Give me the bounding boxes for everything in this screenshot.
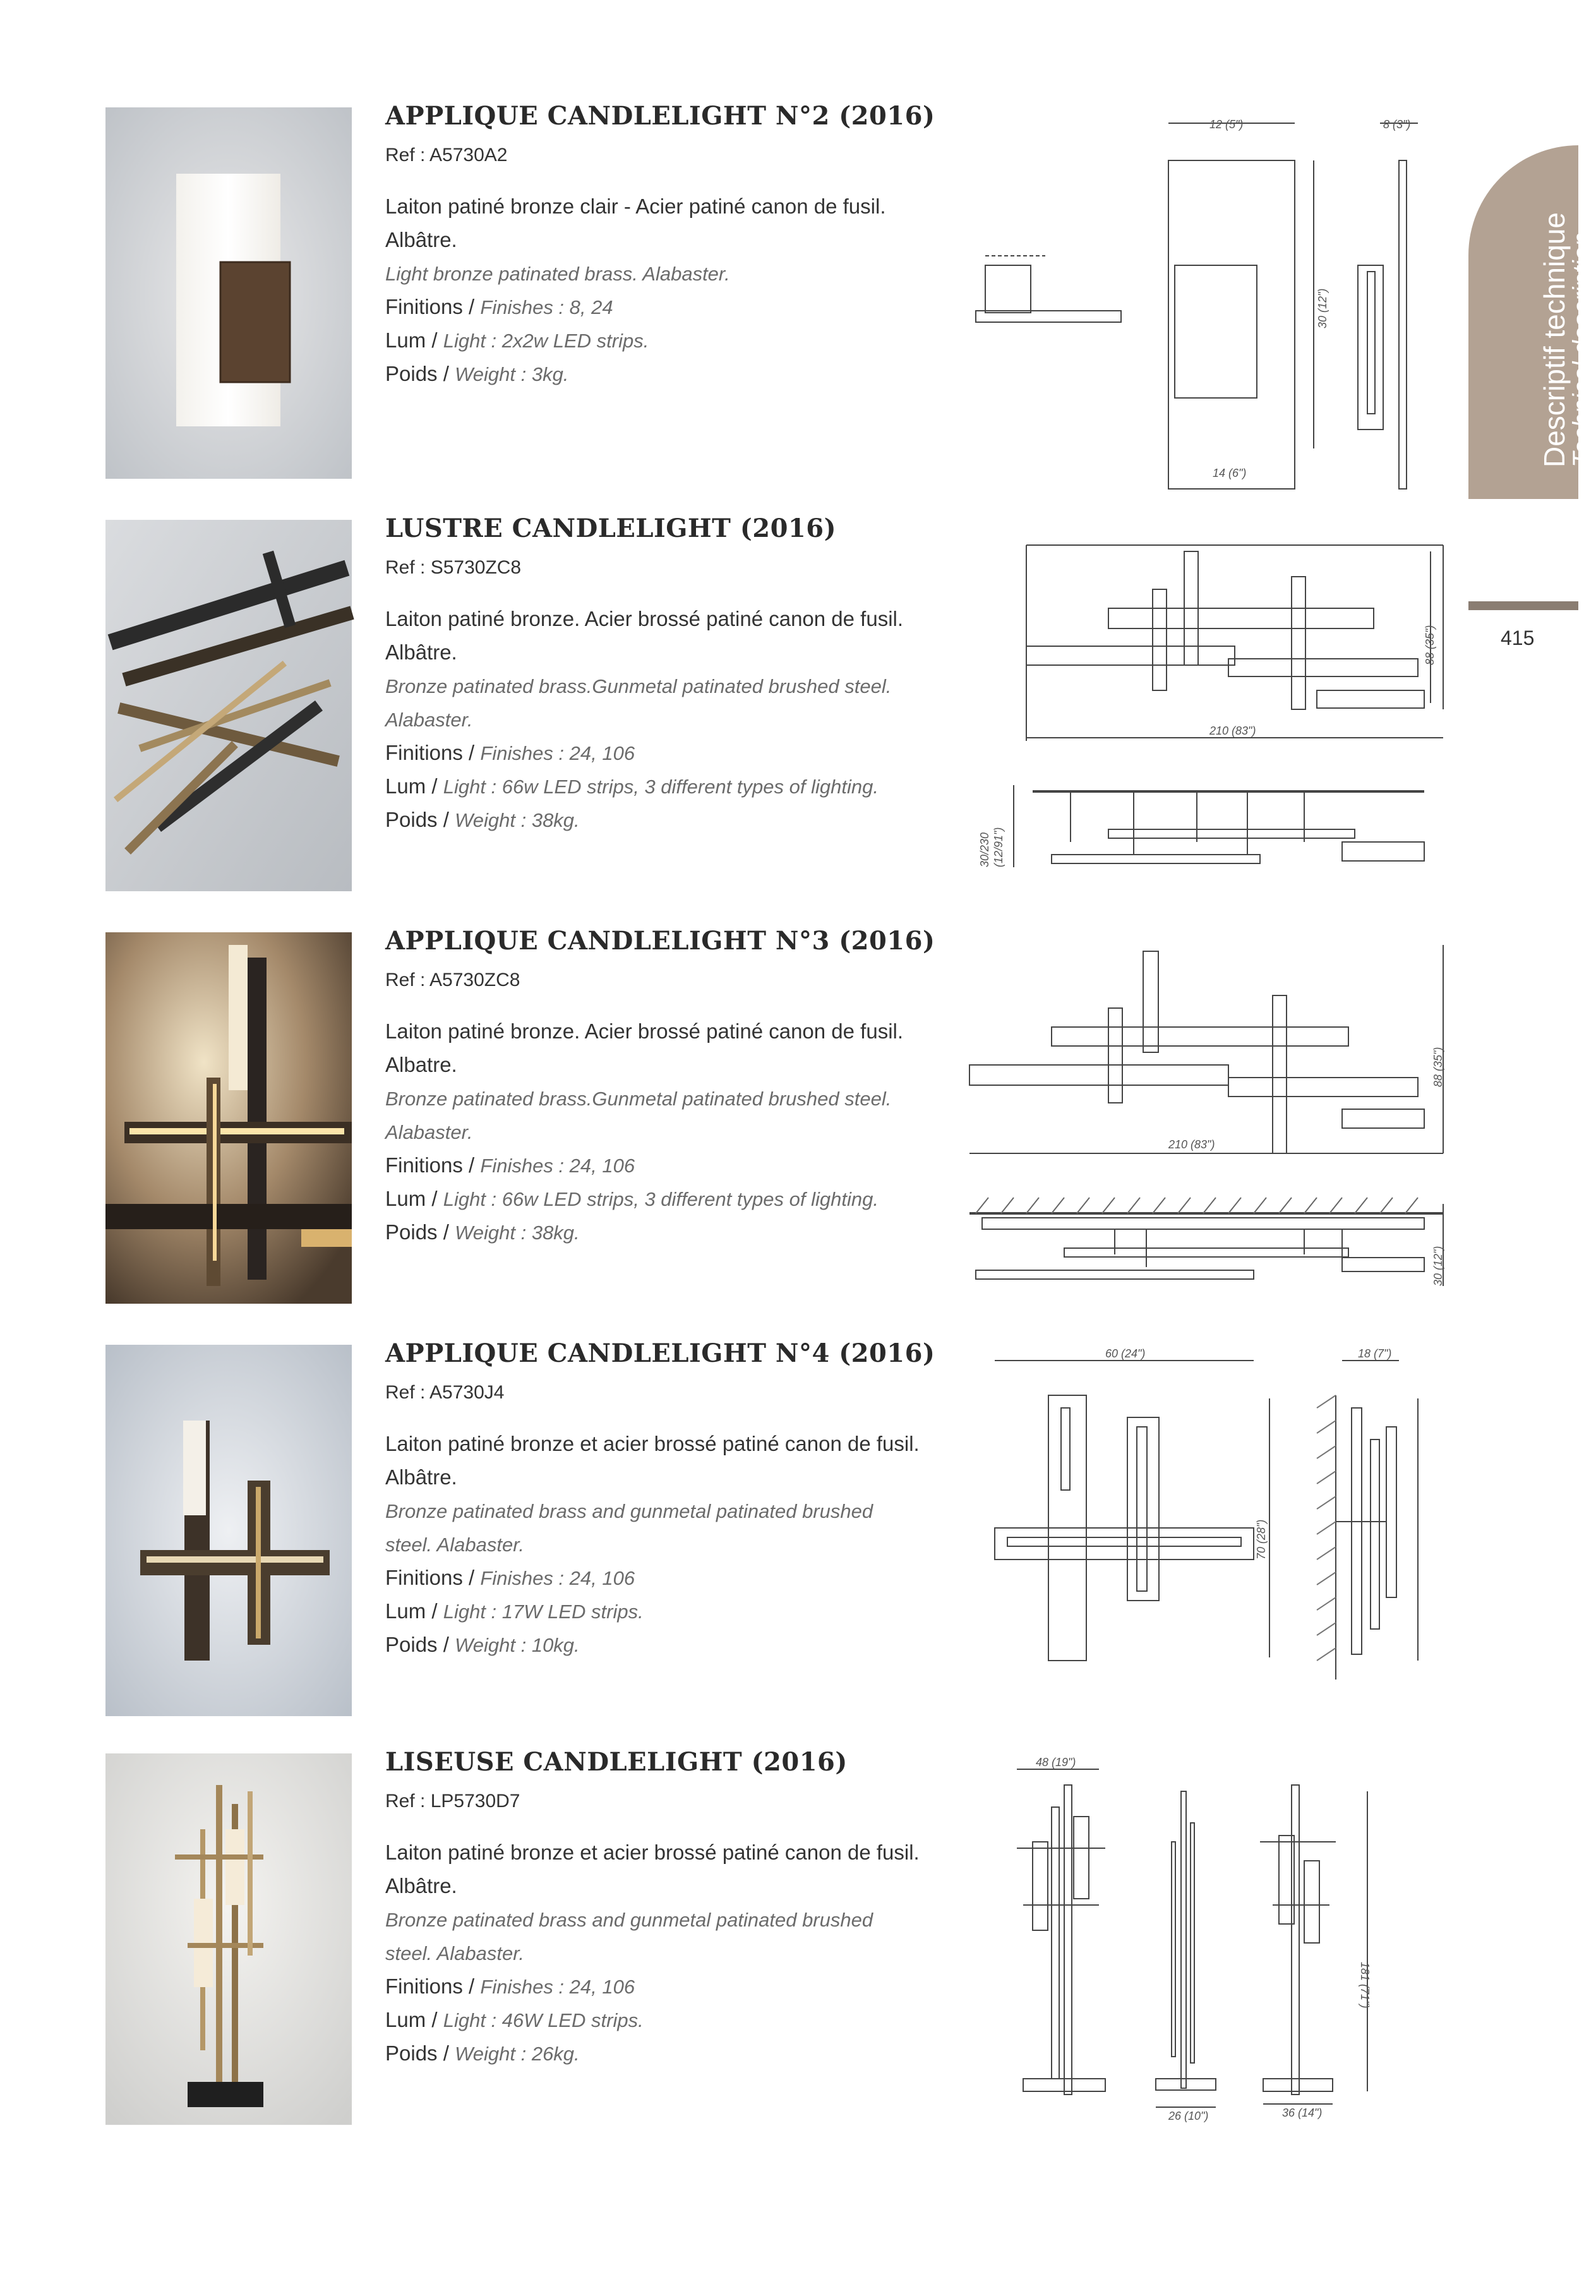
- svg-text:181 (71"): 181 (71"): [1359, 1962, 1371, 2009]
- spec-line: Poids / Weight : 26kg.: [385, 2041, 580, 2065]
- spec-line: steel. Alabaster.: [385, 1942, 524, 1964]
- spec-line: Bronze patinated brass and gunmetal patinated brushed: [385, 1909, 873, 1931]
- spec-line: Poids / Weight : 38kg.: [385, 808, 580, 831]
- svg-text:48 (19"): 48 (19"): [1036, 1756, 1076, 1769]
- section-title-en: Technical description: [1568, 232, 1596, 467]
- product-ref: Ref : LP5730D7: [385, 1791, 520, 1812]
- spec-line: Albâtre.: [385, 1874, 457, 1897]
- spec-line: Laiton patiné bronze. Acier brossé patiné canon de fusil.: [385, 1019, 904, 1043]
- product-ref: Ref : A5730J4: [385, 1382, 505, 1403]
- svg-text:30 (12"): 30 (12"): [1432, 1246, 1444, 1286]
- product-ref: Ref : A5730ZC8: [385, 970, 520, 990]
- product-title: LUSTRE CANDLELIGHT (2016): [385, 514, 837, 543]
- spec-line: Laiton patiné bronze. Acier brossé patiné canon de fusil.: [385, 607, 904, 630]
- product-photo: [105, 1753, 352, 2125]
- page-marker-bar: [1468, 601, 1578, 610]
- svg-text:14 (6"): 14 (6"): [1213, 467, 1247, 479]
- product-photo: [105, 520, 352, 891]
- spec-line: steel. Alabaster.: [385, 1534, 524, 1556]
- spec-line: Laiton patiné bronze clair - Acier patiné canon de fusil.: [385, 195, 886, 218]
- product-title: LISEUSE CANDLELIGHT (2016): [385, 1747, 848, 1777]
- spec-line: Finitions / Finishes : 24, 106: [385, 741, 635, 764]
- product-ref: Ref : A5730A2: [385, 145, 508, 165]
- section-tab-label: [1540, 189, 1595, 467]
- svg-text:8 (3"): 8 (3"): [1383, 118, 1411, 131]
- svg-text:36 (14"): 36 (14"): [1282, 2107, 1323, 2119]
- spec-line: Lum / Light : 66w LED strips, 3 different types of lighting.: [385, 774, 879, 798]
- spec-line: Lum / Light : 46W LED strips.: [385, 2008, 644, 2031]
- spec-line: Lum / Light : 2x2w LED strips.: [385, 328, 649, 352]
- product-title: APPLIQUE CANDLELIGHT N°4 (2016): [385, 1338, 935, 1368]
- product-photo: [105, 932, 352, 1304]
- product-photo: [105, 107, 352, 479]
- technical-drawing: [963, 1338, 1462, 1717]
- product-photo: [105, 1345, 352, 1716]
- svg-text:70 (28"): 70 (28"): [1255, 1519, 1268, 1560]
- product-ref: Ref : S5730ZC8: [385, 557, 522, 578]
- spec-line: Finitions / Finishes : 24, 106: [385, 1974, 635, 1998]
- svg-text:12 (5"): 12 (5"): [1209, 118, 1244, 131]
- svg-text:88 (35"): 88 (35"): [1432, 1047, 1444, 1087]
- technical-drawing: [963, 514, 1462, 893]
- product-title: APPLIQUE CANDLELIGHT N°2 (2016): [385, 101, 935, 131]
- spec-line: Poids / Weight : 38kg.: [385, 1220, 580, 1244]
- svg-text:18 (7"): 18 (7"): [1358, 1347, 1392, 1360]
- svg-text:60 (24"): 60 (24"): [1105, 1347, 1146, 1360]
- spec-line: Alabaster.: [385, 1121, 473, 1143]
- svg-text:30/230: 30/230: [978, 832, 991, 867]
- spec-line: Bronze patinated brass.Gunmetal patinated brushed steel.: [385, 1088, 892, 1110]
- page-number: 415: [1501, 627, 1535, 649]
- svg-text:210 (83"): 210 (83"): [1209, 724, 1256, 737]
- spec-line: Lum / Light : 66w LED strips, 3 different types of lighting.: [385, 1187, 879, 1210]
- section-title-fr: Descriptif technique: [1538, 212, 1571, 467]
- spec-line: Albâtre.: [385, 228, 457, 251]
- spec-line: Alabaster.: [385, 709, 473, 731]
- spec-line: Albâtre.: [385, 640, 457, 664]
- spec-line: Lum / Light : 17W LED strips.: [385, 1599, 644, 1623]
- spec-line: Laiton patiné bronze et acier brossé patiné canon de fusil.: [385, 1841, 920, 1864]
- svg-text:210 (83"): 210 (83"): [1168, 1138, 1215, 1151]
- spec-line: Laiton patiné bronze et acier brossé patiné canon de fusil.: [385, 1432, 920, 1455]
- spec-line: Finitions / Finishes : 24, 106: [385, 1153, 635, 1177]
- spec-line: Light bronze patinated brass. Alabaster.: [385, 263, 730, 285]
- spec-line: Poids / Weight : 3kg.: [385, 362, 569, 385]
- spec-line: Albatre.: [385, 1053, 457, 1076]
- svg-text:(12/91"): (12/91"): [992, 827, 1005, 867]
- svg-text:30 (12"): 30 (12"): [1316, 288, 1329, 328]
- spec-line: Albâtre.: [385, 1465, 457, 1489]
- spec-line: Finitions / Finishes : 24, 106: [385, 1566, 635, 1589]
- svg-text:88 (35"): 88 (35"): [1424, 625, 1436, 665]
- spec-line: Finitions / Finishes : 8, 24: [385, 295, 613, 318]
- technical-drawing: [963, 107, 1462, 486]
- product-title: APPLIQUE CANDLELIGHT N°3 (2016): [385, 926, 935, 956]
- spec-line: Bronze patinated brass.Gunmetal patinated brushed steel.: [385, 675, 892, 697]
- spec-line: Poids / Weight : 10kg.: [385, 1633, 580, 1656]
- technical-drawing: [963, 926, 1462, 1305]
- spec-line: Bronze patinated brass and gunmetal patinated brushed: [385, 1500, 873, 1522]
- technical-drawing: [963, 1747, 1462, 2126]
- svg-text:26 (10"): 26 (10"): [1168, 2110, 1209, 2122]
